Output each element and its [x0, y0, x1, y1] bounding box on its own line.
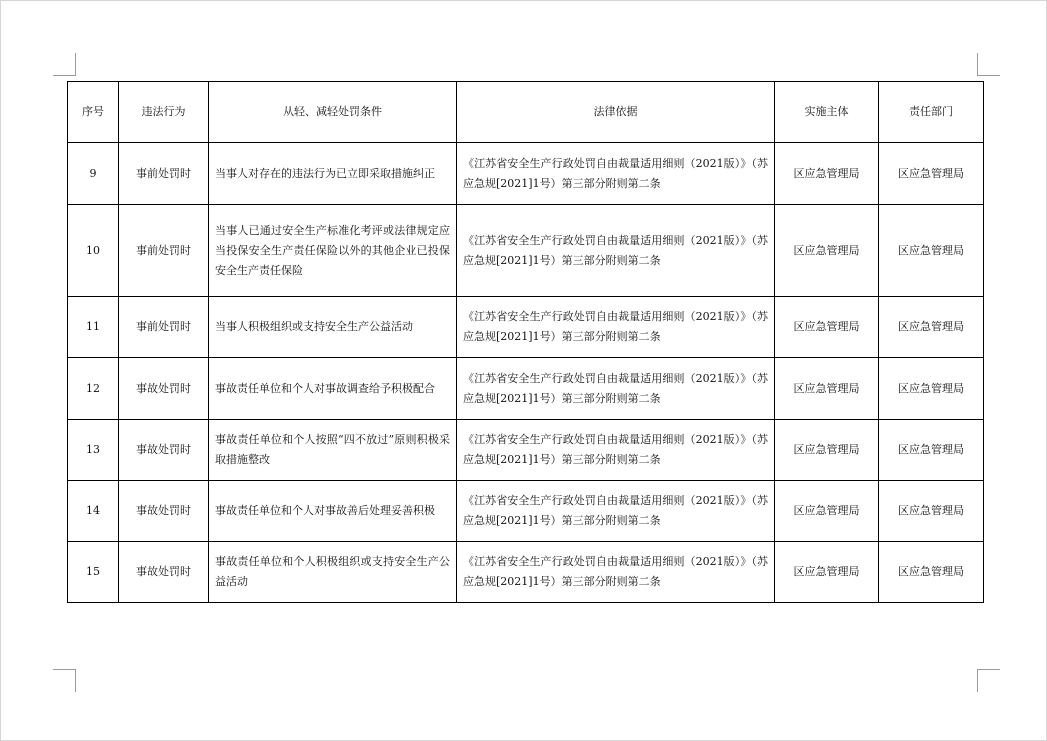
cell-violation: 事前处罚时	[119, 205, 209, 297]
cell-violation: 事前处罚时	[119, 143, 209, 205]
cell-legal-basis: 《江苏省安全生产行政处罚自由裁量适用细则（2021版）》（苏应急规[2021]1号）第三部分附则第二条	[457, 143, 775, 205]
table-row	[68, 481, 984, 542]
cell-number: 9	[68, 143, 119, 205]
header-legal-basis: 法律依据	[457, 82, 775, 143]
header-conditions: 从轻、减轻处罚条件	[209, 82, 457, 143]
cell-department: 区应急管理局	[879, 297, 984, 358]
cell-violation: 事故处罚时	[119, 481, 209, 542]
header-violation: 违法行为	[119, 82, 209, 143]
cell-condition: 事故责任单位和个人积极组织或支持安全生产公益活动	[209, 542, 457, 603]
cell-subject: 区应急管理局	[775, 297, 879, 358]
cell-number: 12	[68, 358, 119, 420]
cell-number: 13	[68, 420, 119, 481]
cell-legal-basis: 《江苏省安全生产行政处罚自由裁量适用细则（2021版）》（苏应急规[2021]1号）第三部分附则第二条	[457, 358, 775, 420]
cell-condition: 事故责任单位和个人对事故善后处理妥善积极	[209, 481, 457, 542]
crop-mark-top-left	[53, 53, 76, 76]
cell-legal-basis: 《江苏省安全生产行政处罚自由裁量适用细则（2021版）》（苏应急规[2021]1号）第三部分附则第二条	[457, 481, 775, 542]
cell-violation: 事故处罚时	[119, 420, 209, 481]
penalty-table	[67, 81, 984, 603]
cell-subject: 区应急管理局	[775, 358, 879, 420]
table-row	[68, 205, 984, 297]
table-row	[68, 420, 984, 481]
cell-condition: 事故责任单位和个人按照“四不放过”原则积极采取措施整改	[209, 420, 457, 481]
cell-subject: 区应急管理局	[775, 542, 879, 603]
cell-number: 11	[68, 297, 119, 358]
cell-subject: 区应急管理局	[775, 205, 879, 297]
cell-condition: 当事人对存在的违法行为已立即采取措施纠正	[209, 143, 457, 205]
cell-violation: 事故处罚时	[119, 358, 209, 420]
cell-legal-basis: 《江苏省安全生产行政处罚自由裁量适用细则（2021版）》（苏应急规[2021]1号）第三部分附则第二条	[457, 297, 775, 358]
cell-department: 区应急管理局	[879, 143, 984, 205]
header-subject: 实施主体	[775, 82, 879, 143]
crop-mark-bottom-left	[53, 669, 76, 692]
cell-condition: 事故责任单位和个人对事故调查给予积极配合	[209, 358, 457, 420]
crop-mark-bottom-right	[977, 669, 1000, 692]
table-row	[68, 297, 984, 358]
header-number: 序号	[68, 82, 119, 143]
cell-subject: 区应急管理局	[775, 420, 879, 481]
table-row	[68, 542, 984, 603]
cell-number: 14	[68, 481, 119, 542]
crop-mark-top-right	[977, 53, 1000, 76]
cell-condition: 当事人积极组织或支持安全生产公益活动	[209, 297, 457, 358]
header-department: 责任部门	[879, 82, 984, 143]
cell-violation: 事故处罚时	[119, 542, 209, 603]
cell-department: 区应急管理局	[879, 542, 984, 603]
cell-legal-basis: 《江苏省安全生产行政处罚自由裁量适用细则（2021版）》（苏应急规[2021]1号）第三部分附则第二条	[457, 205, 775, 297]
cell-number: 10	[68, 205, 119, 297]
cell-condition: 当事人已通过安全生产标准化考评或法律规定应当投保安全生产责任保险以外的其他企业已投保安全生产责任保险	[209, 205, 457, 297]
cell-department: 区应急管理局	[879, 481, 984, 542]
table-header-row	[68, 82, 984, 143]
table-row	[68, 358, 984, 420]
cell-number: 15	[68, 542, 119, 603]
cell-department: 区应急管理局	[879, 205, 984, 297]
cell-legal-basis: 《江苏省安全生产行政处罚自由裁量适用细则（2021版）》（苏应急规[2021]1号）第三部分附则第二条	[457, 542, 775, 603]
cell-department: 区应急管理局	[879, 358, 984, 420]
cell-legal-basis: 《江苏省安全生产行政处罚自由裁量适用细则（2021版）》（苏应急规[2021]1号）第三部分附则第二条	[457, 420, 775, 481]
cell-violation: 事前处罚时	[119, 297, 209, 358]
cell-subject: 区应急管理局	[775, 143, 879, 205]
cell-department: 区应急管理局	[879, 420, 984, 481]
cell-subject: 区应急管理局	[775, 481, 879, 542]
table-row	[68, 143, 984, 205]
